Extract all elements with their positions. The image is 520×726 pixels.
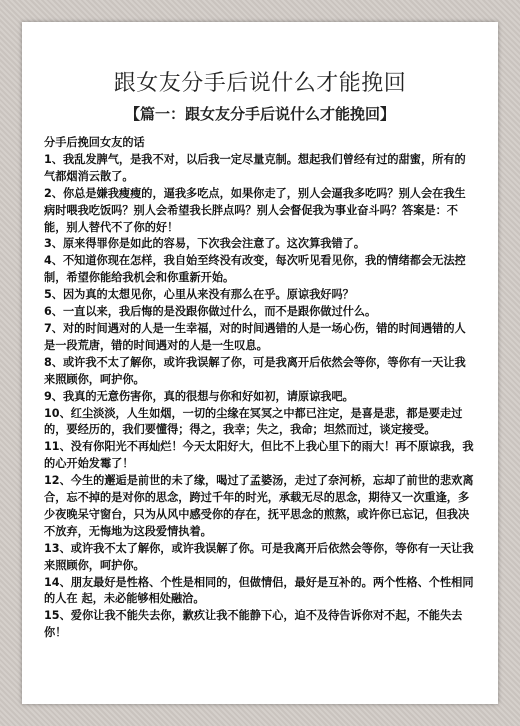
paragraph-11: 11、没有你阳光不再灿烂！今天太阳好大，但比不上我心里下的雨大！再不原谅我，我的心开始发霉了！ (44, 440, 474, 471)
paragraph-2: 2、你总是嫌我瘦瘦的，逼我多吃点，如果你走了，别人会逼我多吃吗？别人会在我生病时喂我吃饭吗？别人会希望我长胖点吗？别人会督促我为事业奋斗吗？答案是：不能，别人替代不了你的好！ (44, 186, 466, 234)
paragraph-13: 13、或许我不太了解你，或许我误解了你。可是我离开后依然会等你，等你有一天让我来照顾你，呵护你。 (44, 541, 474, 572)
paragraph-7: 7、对的时间遇对的人是一生幸福，对的时间遇错的人是一场心伤，错的时间遇错的人是一段荒唐，错的时间遇对的人是一生叹息。 (44, 321, 466, 352)
paragraph-5: 5、因为真的太想见你，心里从来没有那么在乎。原谅我好吗？ (44, 288, 354, 302)
paragraph-4: 4、不知道你现在怎样，我自始至终没有改变，每次听见看见你，我的情绪都会无法控制，希望你能给我机会和你重新开始。 (44, 254, 466, 285)
paragraph-3: 3、原来得罪你是如此的容易，下次我会注意了。这次算我错了。 (44, 237, 366, 251)
section-heading: 分手后挽回女友的话 (44, 136, 145, 149)
paragraph-9: 9、我真的无意伤害你，真的很想与你和好如初，请原谅我吧。 (44, 389, 354, 403)
paragraph-10: 10、红尘淡淡，人生如烟，一切的尘缘在冥冥之中都已注定，是喜是悲，都是要走过的，要经历的，我们要懂得；得之，我幸；失之，我命；坦然而过，谈定接受。 (44, 406, 463, 437)
document-page (22, 22, 498, 704)
paragraph-1: 1、我乱发脾气，是我不对，以后我一定尽量克制。想起我们曾经有过的甜蜜，所有的气都烟消云散了。 (44, 152, 466, 183)
document-subtitle: 【篇一：跟女友分手后说什么才能挽回】 (124, 105, 395, 123)
paragraph-15: 15、爱你让我不能失去你，歉疚让我不能静下心，迫不及待告诉你对不起，不能失去你！ (44, 609, 463, 640)
paragraph-6: 6、一直以来，我后悔的是没跟你做过什么，而不是跟你做过什么。 (44, 305, 377, 319)
paragraph-12: 12、今生的邂逅是前世的未了缘，喝过了孟婆汤，走过了奈河桥，忘却了前世的悲欢离合，忘不掉的是对你的思念，跨过千年的时光，承载无尽的思念，期待又一次重逢，多少夜晚呆守窗台，只为从风中感受你的存在，抚平思念的煎熬，或许你已忘记，但我决不放弃，无悔地为这段爱情执着。 (44, 474, 474, 538)
paragraph-14: 14、朋友最好是性格、个性是相同的，但做情侣，最好是互补的。两个性格、个性相同的人在 起，未必能够相处融洽。 (44, 575, 474, 606)
document-title: 跟女友分手后说什么才能挽回 (113, 71, 407, 96)
paragraph-8: 8、或许我不太了解你，或许我误解了你，可是我离开后依然会等你，等你有一天让我来照顾你，呵护你。 (44, 355, 466, 386)
document-body (44, 135, 476, 642)
